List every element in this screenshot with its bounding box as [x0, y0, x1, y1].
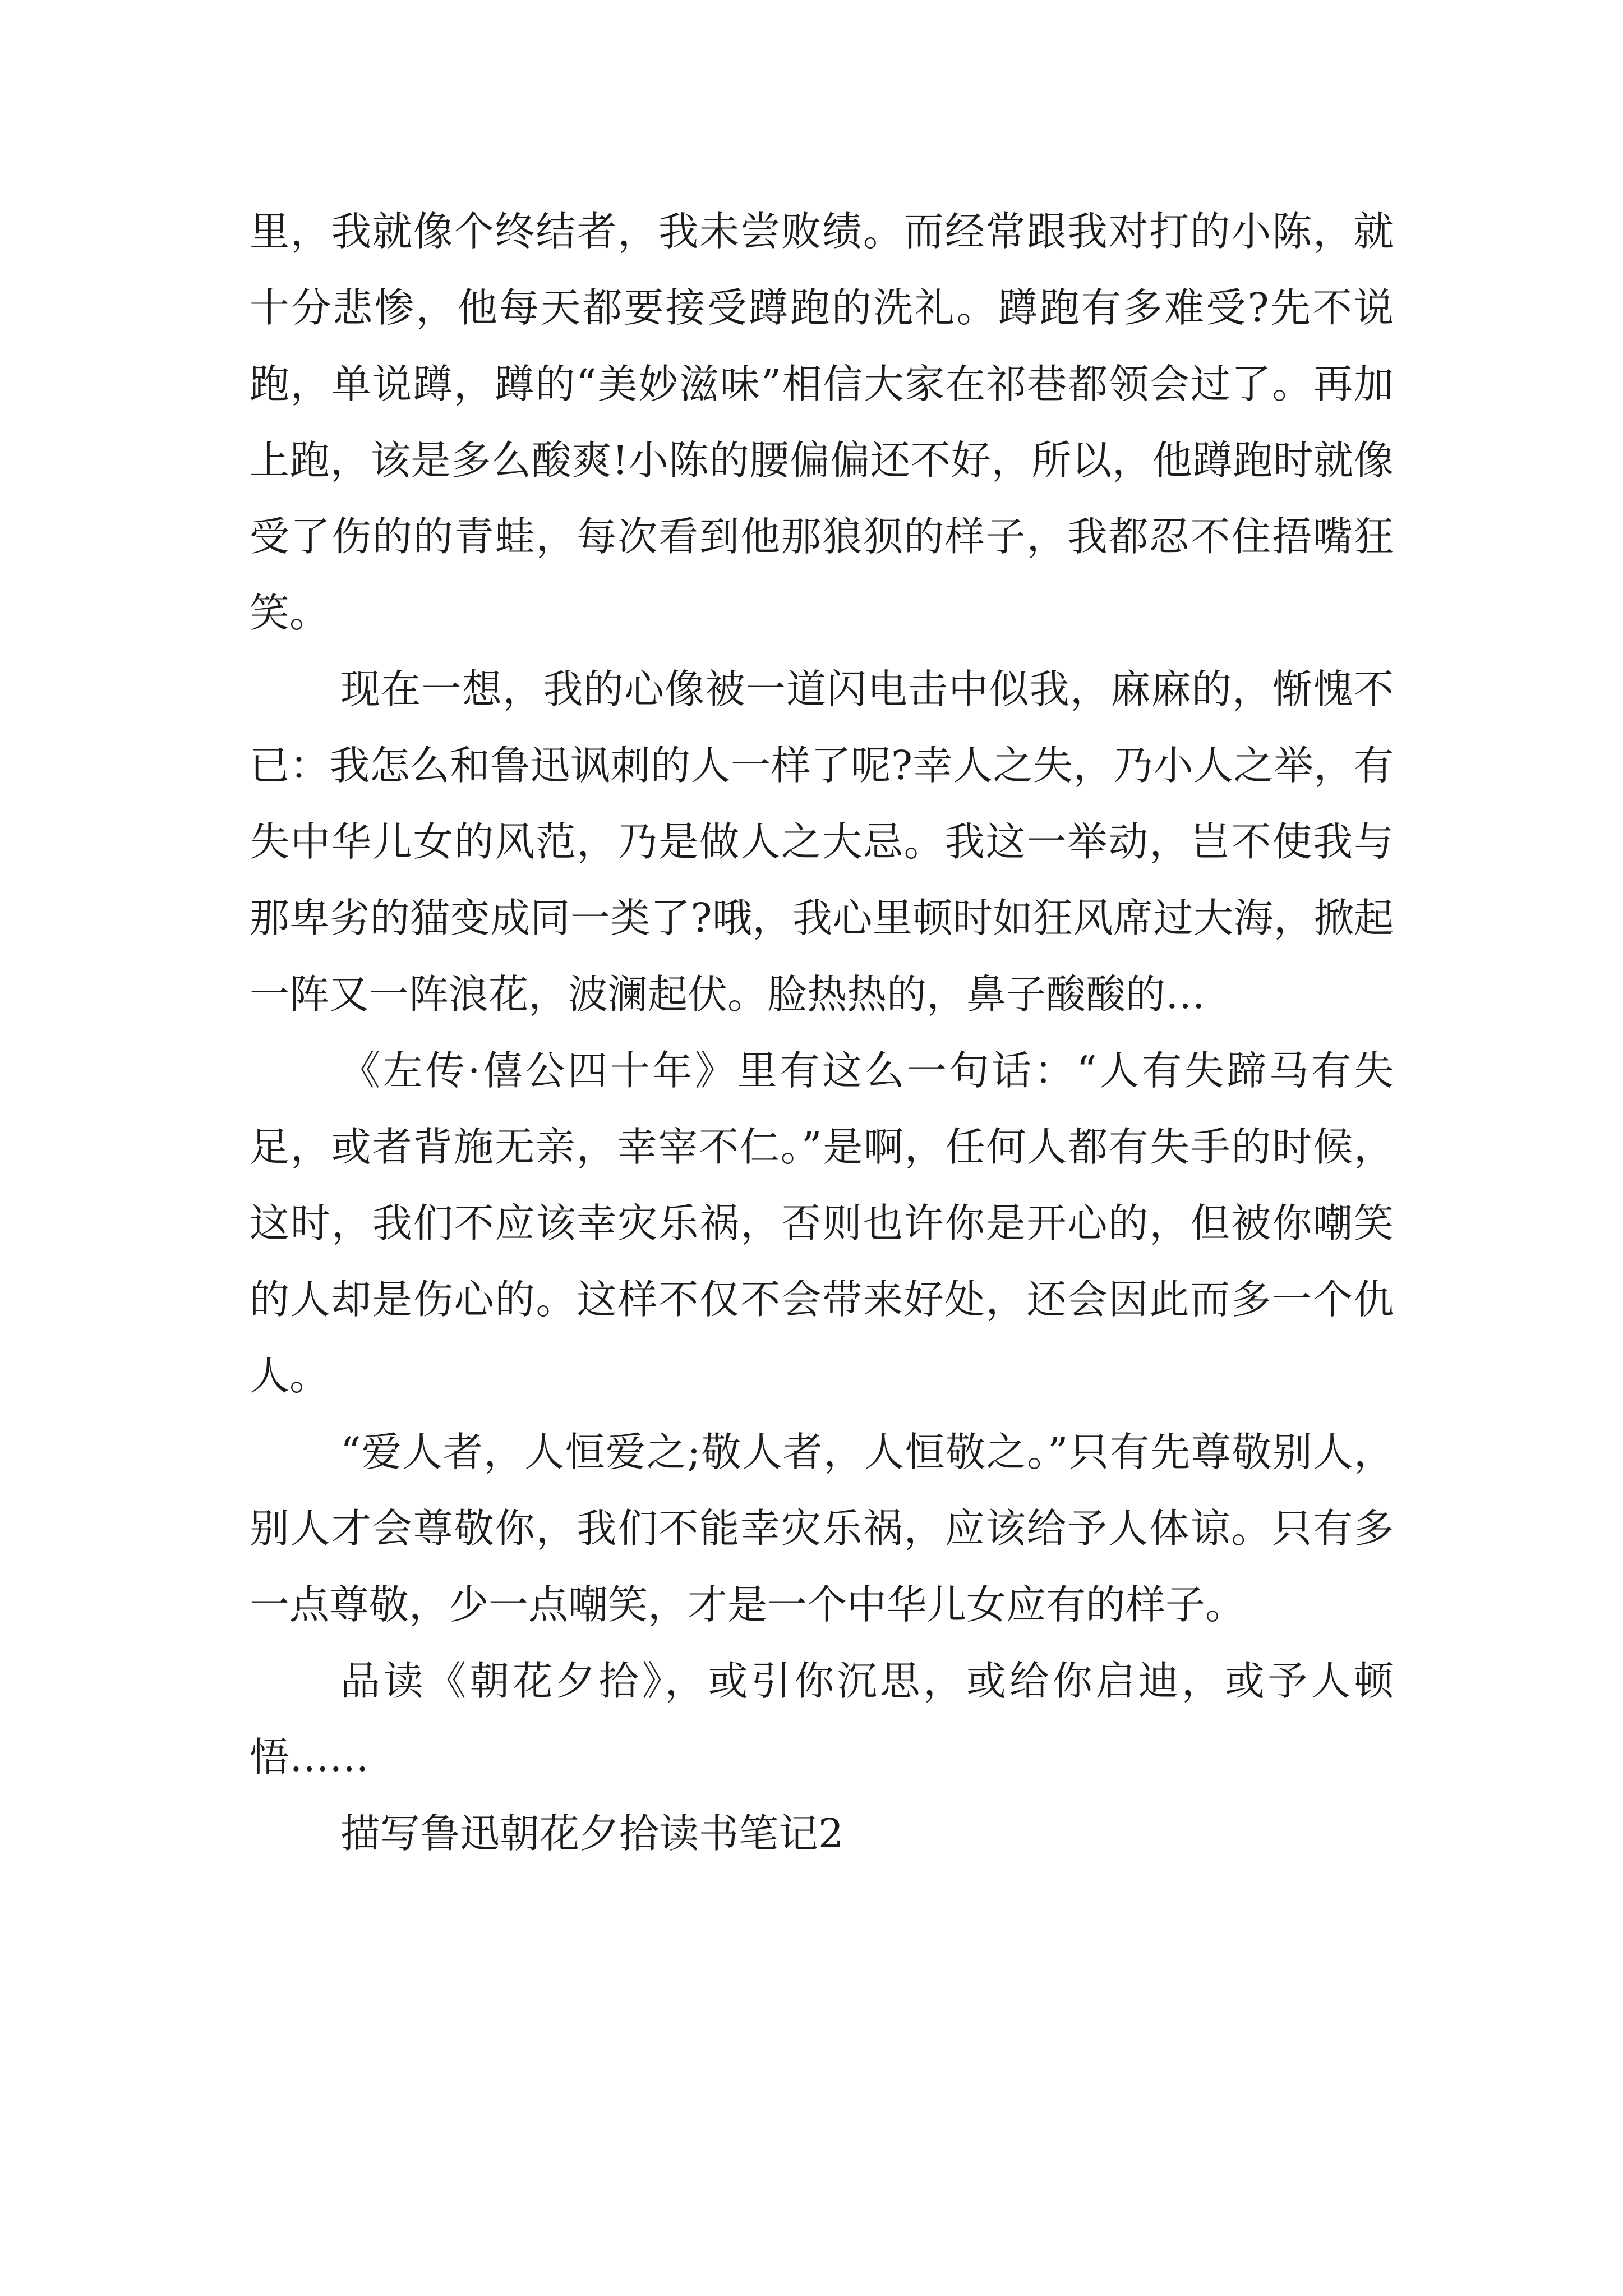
paragraph-reflection: 现在一想，我的心像被一道闪电击中似我，麻麻的，惭愧不已：我怎么和鲁迅讽刺的人一样了呢?幸人之失，乃小人之举，有失中华儿女的风范，乃是做人之大忌。我这一举动，岂不使我与那卑劣的猫变成同一类了?哦，我心里顿时如狂风席过大海，掀起一阵又一阵浪花，波澜起伏。脸热热的，鼻子酸酸的…: [250, 666, 1394, 1018]
section-heading: 描写鲁迅朝花夕拾读书笔记2: [340, 1810, 844, 1857]
paragraph-continuation: 里，我就像个终结者，我未尝败绩。而经常跟我对打的小陈，就十分悲惨，他每天都要接受蹲跑的洗礼。蹲跑有多难受?先不说跑，单说蹲，蹲的“美妙滋味”相信大家在祁巷都领会过了。再加上跑，该是多么酸爽!小陈的腰偏偏还不好，所以，他蹲跑时就像受了伤的的青蛙，每次看到他那狼狈的样子，我都忍不住捂嘴狂笑。: [250, 208, 1394, 636]
document-body: [250, 194, 1394, 1872]
paragraph-respect: “爱人者，人恒爱之;敬人者，人恒敬之。”只有先尊敬别人，别人才会尊敬你，我们不能幸灾乐祸，应该给予人体谅。只有多一点尊敬，少一点嘲笑，才是一个中华儿女应有的样子。: [250, 1429, 1394, 1628]
paragraph-quotation: 《左传·僖公四十年》里有这么一句话：“人有失蹄马有失足，或者背施无亲，幸宰不仁。”是啊，任何人都有失手的时候，这时，我们不应该幸灾乐祸，否则也许你是开心的，但被你嘲笑的人却是伤心的。这样不仅不会带来好处，还会因此而多一个仇人。: [250, 1047, 1394, 1399]
paragraph-conclusion: 品读《朝花夕拾》，或引你沉思，或给你启迪，或予人顿悟……: [250, 1658, 1394, 1780]
